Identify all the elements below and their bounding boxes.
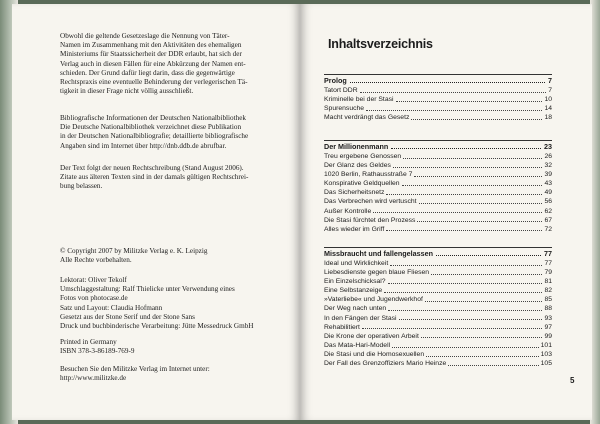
publisher-website: Besuchen Sie den Militzke Verlag im Internet unter: http://www.militzke.de [60,365,210,383]
toc-entry[interactable]: Treu ergebene Genossen 26 [324,153,552,160]
toc-section-heading[interactable]: Der Millionenmann 23 [324,142,552,151]
toc-entry[interactable]: Liebesdienste gegen blaue Fliesen 79 [324,269,552,277]
left-page [12,4,300,420]
toc-entry[interactable]: Der Fall des Grenzoffiziers Mario Heinze 105 [324,360,552,368]
toc-entry[interactable]: Der Weg nach unten 88 [324,305,552,313]
page-number: 5 [570,376,575,385]
toc-section [324,247,552,368]
toc-entry[interactable]: Rehabilitiert 97 [324,323,552,331]
toc-entry[interactable]: Der Glanz des Geldes 32 [324,162,552,170]
toc-section [324,74,552,122]
toc-entry[interactable]: Außer Kontrolle 62 [324,207,552,215]
production-credits: Lektorat: Oliver Tekolf Umschlaggestaltung: Ralf Thielicke unter Verwendung eines Fotos von photocase.de Satz und Layout: Claudia Hofmann Gesetzt aus der Stone Serif und der Stone Sans Druck und buchbinderische Verarbeitung: Jütte Messedruck GmbH [60,276,254,331]
print-info: Printed in Germany ISBN 378-3-86189-769-9 [60,338,135,356]
toc-entry[interactable]: In den Fängen der Stasi 93 [324,314,552,322]
toc-entry[interactable]: Kriminelle bei der Stasi 10 [324,96,552,104]
toc-section-heading[interactable]: Missbraucht und fallengelassen 77 [324,249,552,258]
toc-entry[interactable]: Das Sicherheitsnetz 49 [324,189,552,197]
toc-entry[interactable]: Eine Selbstanzeige 82 [324,287,552,295]
toc-title: Inhaltsverzeichnis [328,37,433,51]
toc-entry[interactable]: Alles wieder im Griff 72 [324,225,552,233]
spelling-note: Der Text folgt der neuen Rechtschreibung (Stand August 2006). Zitate aus älteren Texten sind in der damals gültigen Rechtschrei- bung belassen. [60,164,249,191]
toc-section-heading[interactable]: Prolog 7 [324,76,552,85]
toc-entry[interactable]: Das Mata-Hari-Modell 101 [324,341,552,349]
toc-entry[interactable]: Die Stasi fürchtet den Prozess 67 [324,216,552,224]
toc-section [324,140,552,234]
toc-entry[interactable]: »Vaterliebe« und Jugendwerkhof 85 [324,296,552,304]
toc-entry[interactable]: Ideal und Wirklichkeit 77 [324,260,552,267]
toc-entry[interactable]: Tatort DDR 7 [324,87,552,94]
toc-entry[interactable]: Spurensuche 14 [324,105,552,113]
toc-entry[interactable]: Konspirative Geldquellen 43 [324,180,552,188]
toc-entry[interactable]: Ein Einzelschicksal? 81 [324,278,552,286]
toc-entry[interactable]: Die Stasi und die Homosexuellen 103 [324,350,552,358]
toc-entry[interactable]: Das Verbrechen wird vertuscht 56 [324,198,552,206]
toc-entry[interactable]: 1020 Berlin, Rathausstraße 7 39 [324,171,552,179]
right-page [300,4,592,420]
bibliographic-info: Bibliografische Informationen der Deutschen Nationalbibliothek Die Deutsche Nationalbibliothek verzeichnet diese Publikation in der Deutschen Nationalbibliografie; detaillierte bibliografische Angaben sind im Internet über http://dnb.ddb.de abrufbar. [60,114,249,150]
legal-notice: Obwohl die geltende Gesetzeslage die Nennung von Täter- Namen im Zusammenhang mit den Aktivitäten des ehemaligen Ministeriums für Staatssicherheit der DDR erlaubt, hat sich der Verlag auch in diesen Fällen für eine Abkürzung der Namen ent- schieden. Der Grund dafür liegt darin, dass die gegenwärtige Rechtspraxis eine eventuelle Behinderung der verlegerischen Tä- tigkeit in dieser Frage nicht völlig ausschließt. [60,32,248,96]
toc-entry[interactable]: Die Krone der operativen Arbeit 99 [324,332,552,340]
toc-entry[interactable]: Macht verdrängt das Gesetz 18 [324,114,552,122]
copyright: © Copyright 2007 by Militzke Verlag e. K. Leipzig Alle Rechte vorbehalten. [60,247,208,265]
